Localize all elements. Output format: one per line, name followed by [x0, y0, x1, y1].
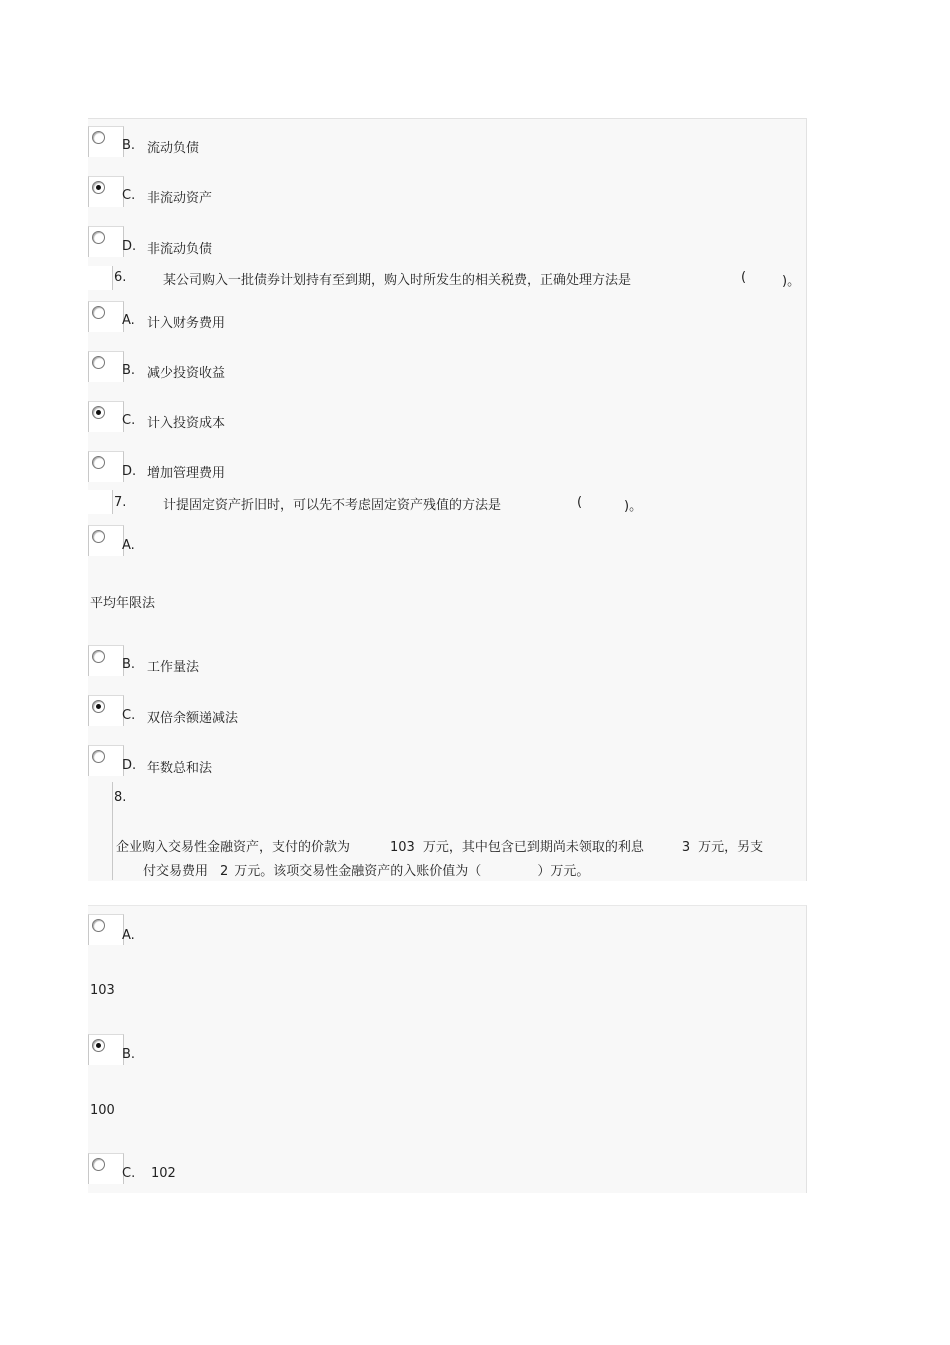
option-text: 非流动资产: [147, 191, 213, 206]
option-text: 工作量法: [147, 660, 200, 675]
option-text: 流动负债: [147, 141, 200, 156]
option-row-d[interactable]: [88, 451, 124, 482]
option-text: 非流动负债: [147, 242, 213, 257]
radio-button[interactable]: [92, 306, 105, 319]
answer-paren-open: (: [577, 495, 583, 510]
answer-paren-close: )。: [624, 499, 643, 514]
option-text: 增加管理费用: [147, 466, 226, 481]
option-letter: B.: [122, 1047, 136, 1062]
radio-button[interactable]: [92, 530, 105, 543]
option-letter: C.: [122, 1166, 136, 1181]
option-text: 100: [90, 1103, 115, 1118]
question-stem-line2: [143, 860, 589, 879]
option-letter: D.: [122, 239, 137, 254]
option-row-b[interactable]: [88, 1034, 124, 1065]
option-row-a[interactable]: [88, 914, 124, 945]
question-number: 7.: [114, 495, 127, 510]
option-row-c[interactable]: [88, 1153, 124, 1184]
option-letter: C.: [122, 188, 136, 203]
stem-amount: 3: [681, 840, 691, 855]
question-stem-line1: [116, 836, 763, 855]
radio-button-checked[interactable]: [92, 181, 105, 194]
radio-button-checked[interactable]: [92, 406, 105, 419]
option-text: 年数总和法: [147, 761, 213, 776]
radio-button[interactable]: [92, 750, 105, 763]
option-letter: B.: [122, 363, 136, 378]
answer-paren-close: )。: [782, 274, 801, 289]
question-number-cell: [88, 490, 113, 514]
stem-text: 万元，另支: [698, 840, 764, 855]
option-row-b[interactable]: [88, 351, 124, 382]
option-row-c[interactable]: [88, 176, 124, 207]
question-number-cell: [88, 266, 113, 290]
radio-button-checked[interactable]: [92, 1039, 105, 1052]
option-row-c[interactable]: [88, 401, 124, 432]
option-letter: A.: [122, 928, 135, 943]
option-text: 102: [151, 1166, 176, 1181]
option-row-b[interactable]: [88, 645, 124, 676]
radio-button-checked[interactable]: [92, 700, 105, 713]
option-letter: C.: [122, 708, 136, 723]
answer-paren-open: (: [741, 270, 747, 285]
stem-amount: 103: [390, 840, 415, 855]
option-row-c[interactable]: [88, 695, 124, 726]
stem-amount: 2: [220, 864, 229, 879]
radio-button[interactable]: [92, 231, 105, 244]
stem-text: ）万元。: [537, 864, 590, 879]
radio-button[interactable]: [92, 650, 105, 663]
option-text: 103: [90, 983, 115, 998]
option-text: 计入财务费用: [147, 316, 226, 331]
option-text: 双倍余额递减法: [147, 711, 239, 726]
option-row-a[interactable]: [88, 525, 124, 556]
option-row-d[interactable]: [88, 745, 124, 776]
option-row-a[interactable]: [88, 301, 124, 332]
option-text: 平均年限法: [90, 596, 156, 611]
radio-button[interactable]: [92, 919, 105, 932]
option-letter: A.: [122, 538, 135, 553]
radio-button[interactable]: [92, 356, 105, 369]
radio-button[interactable]: [92, 1158, 105, 1171]
option-text: 减少投资收益: [147, 366, 226, 381]
option-row-b[interactable]: [88, 126, 124, 157]
option-letter: C.: [122, 413, 136, 428]
option-letter: A.: [122, 313, 135, 328]
radio-button[interactable]: [92, 456, 105, 469]
stem-text: 万元，其中包含已到期尚未领取的利息: [422, 840, 644, 855]
option-letter: D.: [122, 758, 137, 773]
question-stem: 某公司购入一批债券计划持有至到期，购入时所发生的相关税费，正确处理方法是: [163, 273, 632, 288]
question-number: 8.: [114, 790, 127, 805]
option-row-d[interactable]: [88, 226, 124, 257]
radio-button[interactable]: [92, 131, 105, 144]
option-letter: B.: [122, 138, 136, 153]
option-letter: B.: [122, 657, 136, 672]
question-panel-2: [88, 905, 807, 1193]
question-number: 6.: [114, 270, 127, 285]
option-letter: D.: [122, 464, 137, 479]
question-divider: [112, 782, 113, 880]
question-stem: 计提固定资产折旧时，可以先不考虑固定资产残值的方法是: [163, 498, 502, 513]
stem-text: 付交易费用: [143, 864, 209, 879]
stem-text: 万元。该项交易性金融资产的入账价值为（: [234, 864, 482, 879]
option-text: 计入投资成本: [147, 416, 226, 431]
stem-text: 企业购入交易性金融资产，支付的价款为: [116, 840, 351, 855]
